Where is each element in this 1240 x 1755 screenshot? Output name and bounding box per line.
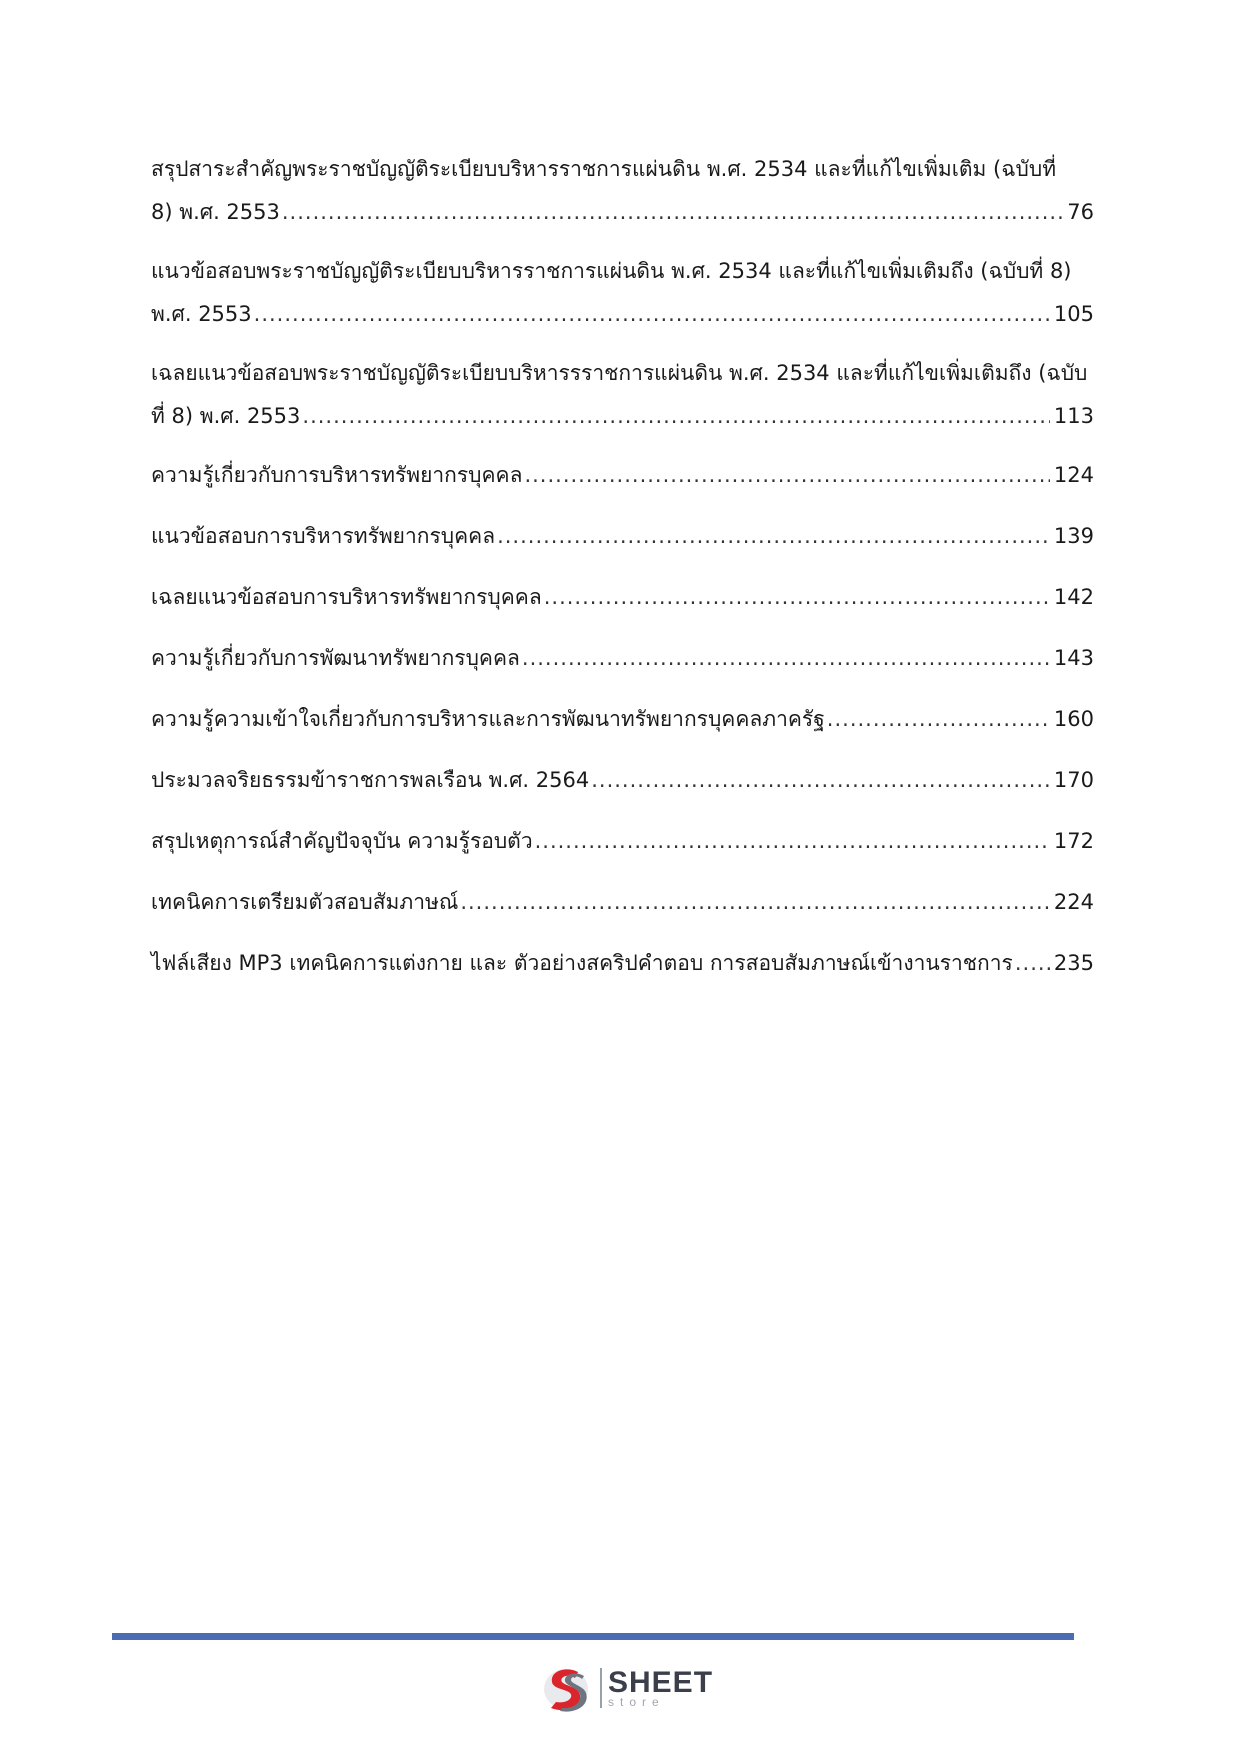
toc-page-number: 170 bbox=[1053, 768, 1094, 792]
toc-entry[interactable] bbox=[151, 515, 1094, 558]
toc-entry-title: แนวข้อสอบการบริหารทรัพยากรบุคคล bbox=[151, 524, 496, 548]
toc-page-number: 124 bbox=[1053, 463, 1094, 487]
dot-leader bbox=[1015, 942, 1050, 985]
toc-entry[interactable] bbox=[151, 454, 1094, 497]
toc-entry[interactable] bbox=[151, 250, 1094, 336]
dot-leader bbox=[544, 576, 1050, 619]
toc-page-number: 105 bbox=[1053, 302, 1094, 326]
toc-page-number: 76 bbox=[1067, 200, 1094, 224]
dot-leader bbox=[282, 191, 1063, 234]
toc-entry[interactable] bbox=[151, 881, 1094, 924]
sheet-store-logo bbox=[540, 1658, 713, 1718]
toc-page-number: 235 bbox=[1053, 951, 1094, 975]
table-of-contents bbox=[151, 148, 1094, 1003]
sheet-store-s-icon bbox=[540, 1662, 596, 1714]
toc-entry-title-line2: ที่ 8) พ.ศ. 2553 bbox=[151, 404, 301, 428]
toc-entry[interactable] bbox=[151, 942, 1094, 985]
toc-entry-title: ความรู้เกี่ยวกับการบริหารทรัพยากรบุคคล bbox=[151, 463, 523, 487]
toc-page-number: 172 bbox=[1053, 829, 1094, 853]
footer-divider bbox=[112, 1633, 1074, 1640]
toc-entry-title-line2: พ.ศ. 2553 bbox=[151, 302, 252, 326]
toc-entry[interactable] bbox=[151, 698, 1094, 741]
logo-divider bbox=[600, 1668, 602, 1708]
toc-entry-title-line1: เฉลยแนวข้อสอบพระราชบัญญัติระเบียบบริหารรราชการแผ่นดิน พ.ศ. 2534 และที่แก้ไขเพิ่มเติมถึง (ฉบับ bbox=[151, 361, 1088, 385]
toc-entry-title-line1: แนวข้อสอบพระราชบัญญัติระเบียบบริหารราชการแผ่นดิน พ.ศ. 2534 และที่แก้ไขเพิ่มเติมถึง (ฉบับที่ 8) bbox=[151, 259, 1072, 283]
toc-entry[interactable] bbox=[151, 576, 1094, 619]
toc-page-number: 143 bbox=[1053, 646, 1094, 670]
toc-page-number: 160 bbox=[1053, 707, 1094, 731]
dot-leader bbox=[254, 293, 1050, 336]
dot-leader bbox=[535, 820, 1050, 863]
logo-wordmark: SHEET bbox=[608, 1666, 714, 1699]
dot-leader bbox=[827, 698, 1050, 741]
toc-page-number: 139 bbox=[1053, 524, 1094, 548]
toc-page-number: 142 bbox=[1053, 585, 1094, 609]
toc-entry-title: ไฟล์เสียง MP3 เทคนิคการแต่งกาย และ ตัวอย่างสคริปคำตอบ การสอบสัมภาษณ์เข้างานราชการ bbox=[151, 951, 1013, 975]
dot-leader bbox=[302, 395, 1050, 438]
toc-entry-title-line2: 8) พ.ศ. 2553 bbox=[151, 200, 280, 224]
logo-subtitle: store bbox=[608, 1695, 665, 1709]
toc-entry-title: เฉลยแนวข้อสอบการบริหารทรัพยากรบุคคล bbox=[151, 585, 542, 609]
dot-leader bbox=[460, 881, 1050, 924]
dot-leader bbox=[522, 637, 1050, 680]
toc-entry-title: สรุปเหตุการณ์สำคัญปัจจุบัน ความรู้รอบตัว bbox=[151, 829, 533, 853]
dot-leader bbox=[497, 515, 1050, 558]
toc-entry-title-line1: สรุปสาระสำคัญพระราชบัญญัติระเบียบบริหารราชการแผ่นดิน พ.ศ. 2534 และที่แก้ไขเพิ่มเติม (ฉบับที่ bbox=[151, 157, 1057, 181]
toc-entry-title: ความรู้ความเข้าใจเกี่ยวกับการบริหารและการพัฒนาทรัพยากรบุคคลภาครัฐ bbox=[151, 707, 825, 731]
toc-entry[interactable] bbox=[151, 637, 1094, 680]
dot-leader bbox=[591, 759, 1050, 802]
toc-entry-title: ประมวลจริยธรรมข้าราชการพลเรือน พ.ศ. 2564 bbox=[151, 768, 590, 792]
dot-leader bbox=[524, 454, 1049, 497]
toc-page-number: 224 bbox=[1053, 890, 1094, 914]
toc-page-number: 113 bbox=[1053, 404, 1094, 428]
toc-entry-title: เทคนิคการเตรียมตัวสอบสัมภาษณ์ bbox=[151, 890, 459, 914]
toc-entry[interactable] bbox=[151, 820, 1094, 863]
toc-entry[interactable] bbox=[151, 352, 1094, 438]
toc-entry[interactable] bbox=[151, 148, 1094, 234]
toc-entry-title: ความรู้เกี่ยวกับการพัฒนาทรัพยากรบุคคล bbox=[151, 646, 520, 670]
toc-entry[interactable] bbox=[151, 759, 1094, 802]
